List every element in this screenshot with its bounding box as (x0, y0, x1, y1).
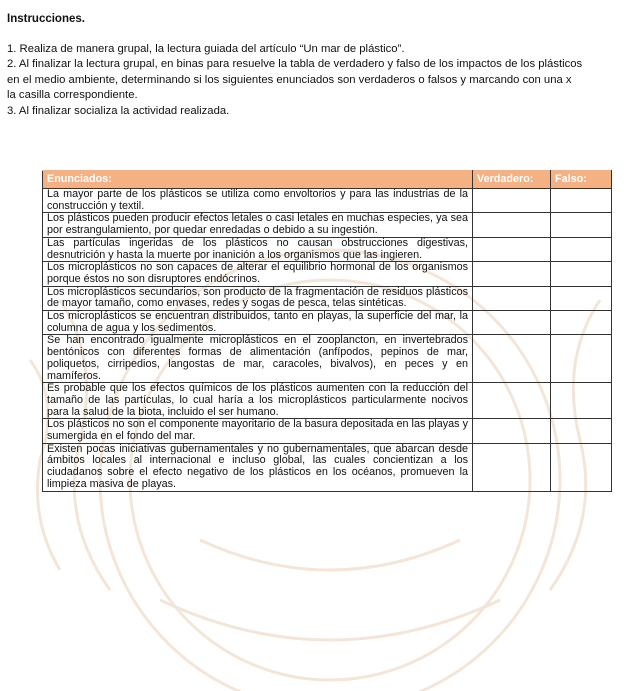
table-row (43, 262, 612, 286)
instruction-step-2: 2. Al finalizar la lectura grupal, en binas para resuelve la tabla de verdadero y falso de los impactos de los plásticos (7, 58, 583, 71)
true-checkbox-cell[interactable] (473, 262, 551, 286)
instructions-section (7, 12, 634, 120)
statement-text: Las partículas ingeridas de los plásticos no causan obstrucciones digestivas, desnutrición y hasta la muerte por inanición a los organismos que las ingieren. (43, 237, 473, 261)
false-checkbox-cell[interactable] (551, 311, 612, 335)
true-checkbox-cell[interactable] (473, 335, 551, 383)
table-row (43, 237, 612, 261)
true-checkbox-cell[interactable] (473, 213, 551, 237)
true-checkbox-cell[interactable] (473, 419, 551, 443)
table-row (43, 213, 612, 237)
table-header-row (43, 171, 612, 189)
true-false-table (42, 170, 612, 492)
statement-text: Los microplásticos se encuentran distribuidos, tanto en playas, la superficie del mar, la columna de agua y los sedimentos. (43, 311, 473, 335)
statement-text: Los plásticos pueden producir efectos letales o casi letales en muchas especies, ya sea por estrangulamiento, por quedar enredadas o debido a su ingestión. (43, 213, 473, 237)
instruction-step-2-cont: en el medio ambiente, determinando si los siguientes enunciados son verdaderos o falsos y marcando con una x (7, 73, 572, 86)
false-checkbox-cell[interactable] (551, 262, 612, 286)
true-checkbox-cell[interactable] (473, 383, 551, 419)
false-checkbox-cell[interactable] (551, 213, 612, 237)
table-row (43, 419, 612, 443)
true-checkbox-cell[interactable] (473, 237, 551, 261)
false-checkbox-cell[interactable] (551, 443, 612, 491)
statement-text: Los plásticos no son el componente mayoritario de la basura depositada en las playas y sumergida en el fondo del mar. (43, 419, 473, 443)
table-row (43, 189, 612, 213)
header-true: Verdadero: (473, 171, 551, 189)
table-row (43, 443, 612, 491)
instructions-title: Instrucciones. (7, 13, 85, 25)
false-checkbox-cell[interactable] (551, 419, 612, 443)
true-checkbox-cell[interactable] (473, 311, 551, 335)
statement-text: Es probable que los efectos químicos de los plásticos aumenten con la reducción del tamaño de las partículas, lo cual haría a los microplásticos particularmente nocivos para la salud de la biota, incluido el ser humano. (43, 383, 473, 419)
statement-text: Los microplásticos no son capaces de alterar el equilibrio hormonal de los organismos porque éstos no son disruptores endócrinos. (43, 262, 473, 286)
false-checkbox-cell[interactable] (551, 286, 612, 310)
header-false: Falso: (551, 171, 612, 189)
header-statements: Enunciados: (43, 171, 473, 189)
true-checkbox-cell[interactable] (473, 443, 551, 491)
table-row (43, 383, 612, 419)
instruction-step-3: 3. Al finalizar socializa la actividad realizada. (7, 104, 230, 117)
true-checkbox-cell[interactable] (473, 189, 551, 213)
false-checkbox-cell[interactable] (551, 189, 612, 213)
statement-text: La mayor parte de los plásticos se utiliza como envoltorios y para las industrias de la construcción y textil. (43, 189, 473, 213)
statement-text: Existen pocas iniciativas gubernamentales y no gubernamentales, que abarcan desde ámbitos locales al internacional e incluso global, las cuales concientizan a los ciudadanos sobre el efecto negativo de los plásticos en los océanos, promueven la limpieza masiva de playas. (43, 443, 473, 491)
table-row (43, 311, 612, 335)
true-checkbox-cell[interactable] (473, 286, 551, 310)
false-checkbox-cell[interactable] (551, 237, 612, 261)
statement-text: Los microplásticos secundarios, son producto de la fragmentación de residuos plásticos de mayor tamaño, como envases, redes y sogas de pesca, telas sintéticas. (43, 286, 473, 310)
statement-text: Se han encontrado igualmente microplásticos en el zooplancton, en invertebrados bentónicos con diferentes formas de alimentación (anfípodos, pepinos de mar, poliquetos, cirripedios, langostas de mar, caracoles, bivalvos), en peces y en mamíferos. (43, 335, 473, 383)
false-checkbox-cell[interactable] (551, 383, 612, 419)
instruction-step-2-end: la casilla correspondiente. (7, 89, 138, 102)
table-row (43, 335, 612, 383)
table-row (43, 286, 612, 310)
false-checkbox-cell[interactable] (551, 335, 612, 383)
instruction-step-1: 1. Realiza de manera grupal, la lectura guiada del artículo “Un mar de plástico”. (7, 42, 405, 55)
